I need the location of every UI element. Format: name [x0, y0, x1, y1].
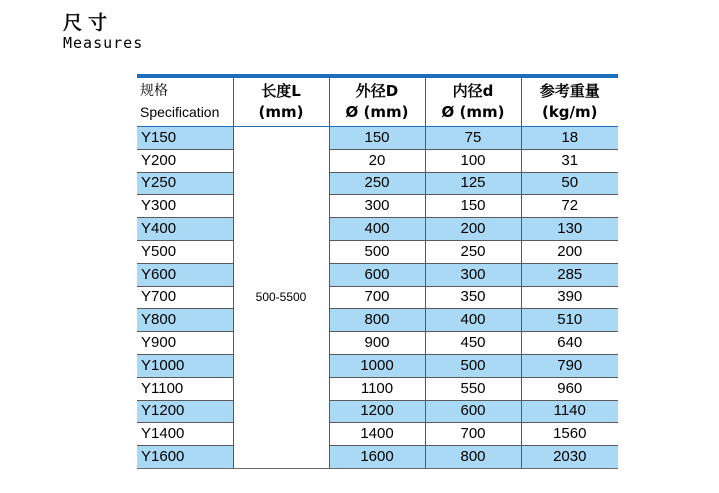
cell-weight: 960: [521, 377, 618, 400]
table-row: [137, 377, 618, 400]
cell-inner-diameter: 550: [425, 377, 521, 400]
table-body: [137, 127, 618, 469]
cell-inner-diameter: 700: [425, 423, 521, 446]
table-row: [137, 446, 618, 469]
cell-specification: Y1200: [137, 400, 233, 423]
header-outer-diameter: [329, 76, 425, 127]
cell-outer-diameter: 1600: [329, 446, 425, 469]
cell-outer-diameter: 400: [329, 218, 425, 241]
table-row: [137, 400, 618, 423]
header-inner-diameter: [425, 76, 521, 127]
header-length: [233, 76, 329, 127]
header-specification: [137, 76, 233, 127]
table-row: [137, 332, 618, 355]
table-row: [137, 172, 618, 195]
cell-outer-diameter: 600: [329, 263, 425, 286]
cell-outer-diameter: 300: [329, 195, 425, 218]
cell-specification: Y200: [137, 149, 233, 172]
cell-inner-diameter: 350: [425, 286, 521, 309]
table-row: [137, 263, 618, 286]
cell-outer-diameter: 1200: [329, 400, 425, 423]
cell-inner-diameter: 200: [425, 218, 521, 241]
header-label-cn: 参考重量: [539, 82, 600, 100]
table-row: [137, 218, 618, 241]
cell-inner-diameter: 300: [425, 263, 521, 286]
cell-inner-diameter: 400: [425, 309, 521, 332]
cell-specification: Y1100: [137, 377, 233, 400]
table-header-row: [137, 76, 618, 127]
cell-outer-diameter: 500: [329, 240, 425, 263]
cell-inner-diameter: 250: [425, 240, 521, 263]
table-row: [137, 127, 618, 150]
section-title-chinese: 尺寸: [63, 12, 114, 34]
cell-inner-diameter: 600: [425, 400, 521, 423]
cell-weight: 200: [521, 240, 618, 263]
cell-weight: 72: [521, 195, 618, 218]
cell-weight: 31: [521, 149, 618, 172]
cell-weight: 1140: [521, 400, 618, 423]
cell-outer-diameter: 1400: [329, 423, 425, 446]
cell-outer-diameter: 800: [329, 309, 425, 332]
cell-specification: Y900: [137, 332, 233, 355]
cell-specification: Y700: [137, 286, 233, 309]
header-label-en: Specification: [140, 104, 220, 120]
cell-inner-diameter: 150: [425, 195, 521, 218]
cell-weight: 790: [521, 354, 618, 377]
cell-weight: 18: [521, 127, 618, 150]
cell-specification: Y400: [137, 218, 233, 241]
cell-weight: 130: [521, 218, 618, 241]
cell-outer-diameter: 250: [329, 172, 425, 195]
cell-outer-diameter: 1100: [329, 377, 425, 400]
cell-specification: Y300: [137, 195, 233, 218]
cell-outer-diameter: 900: [329, 332, 425, 355]
table-row: [137, 309, 618, 332]
cell-outer-diameter: 20: [329, 149, 425, 172]
table-row: [137, 195, 618, 218]
cell-length: 500-5500: [233, 127, 329, 469]
cell-inner-diameter: 125: [425, 172, 521, 195]
cell-outer-diameter: 1000: [329, 354, 425, 377]
cell-specification: Y1400: [137, 423, 233, 446]
header-label-cn: 内径d: [452, 82, 494, 100]
section-title-english: Measures: [63, 34, 144, 52]
cell-specification: Y250: [137, 172, 233, 195]
cell-weight: 510: [521, 309, 618, 332]
cell-specification: Y1000: [137, 354, 233, 377]
table-row: [137, 149, 618, 172]
cell-weight: 2030: [521, 446, 618, 469]
cell-outer-diameter: 150: [329, 127, 425, 150]
cell-specification: Y800: [137, 309, 233, 332]
header-label-cn: 外径D: [355, 82, 399, 100]
cell-weight: 285: [521, 263, 618, 286]
cell-specification: Y500: [137, 240, 233, 263]
measures-table: [137, 74, 618, 469]
cell-weight: 1560: [521, 423, 618, 446]
cell-outer-diameter: 700: [329, 286, 425, 309]
header-label-unit: Ø (mm): [345, 103, 409, 121]
table-row: [137, 423, 618, 446]
header-label-unit: (mm): [258, 103, 304, 121]
header-label-unit: (kg/m): [541, 103, 598, 121]
header-reference-weight: [521, 76, 618, 127]
cell-weight: 390: [521, 286, 618, 309]
cell-inner-diameter: 100: [425, 149, 521, 172]
table-row: [137, 354, 618, 377]
table-row: [137, 286, 618, 309]
cell-weight: 50: [521, 172, 618, 195]
table-row: [137, 240, 618, 263]
cell-inner-diameter: 450: [425, 332, 521, 355]
cell-inner-diameter: 800: [425, 446, 521, 469]
cell-weight: 640: [521, 332, 618, 355]
cell-specification: Y600: [137, 263, 233, 286]
cell-inner-diameter: 500: [425, 354, 521, 377]
cell-specification: Y150: [137, 127, 233, 150]
header-label-cn: 长度L: [261, 82, 301, 100]
cell-inner-diameter: 75: [425, 127, 521, 150]
header-label-cn: 规格: [140, 83, 168, 99]
header-label-unit: Ø (mm): [441, 103, 505, 121]
cell-specification: Y1600: [137, 446, 233, 469]
